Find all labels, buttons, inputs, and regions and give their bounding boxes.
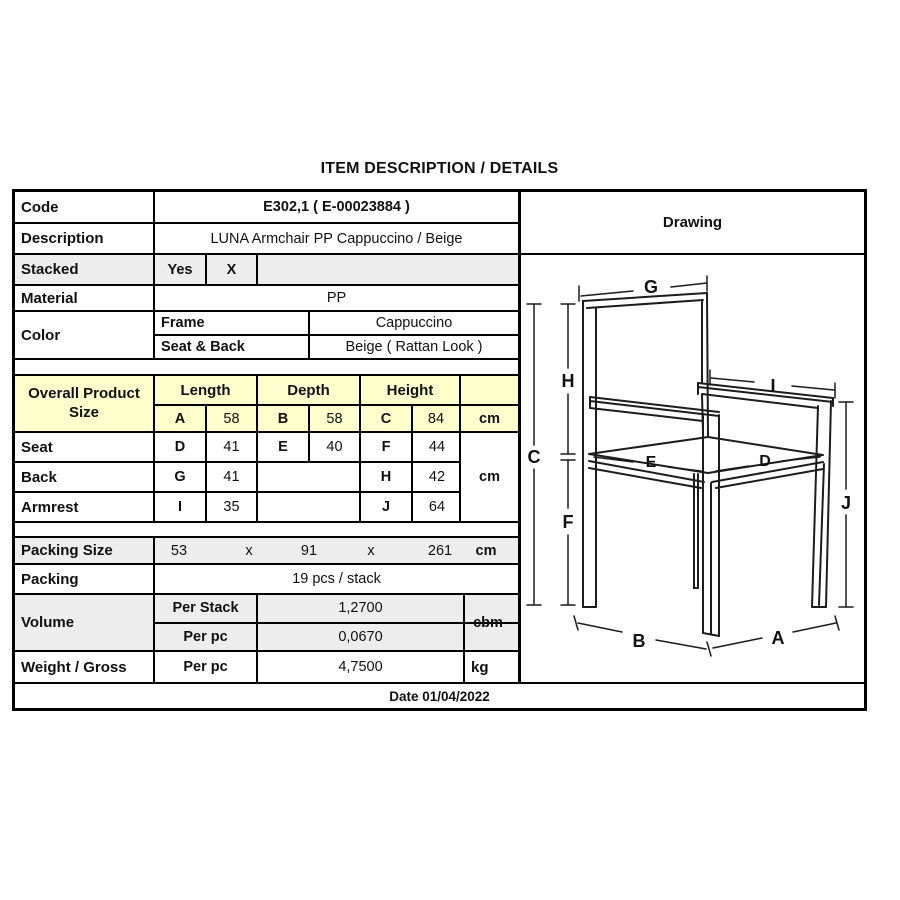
spec-table	[12, 189, 867, 711]
dim-key-c: C	[361, 406, 413, 431]
stacked-mark: X	[207, 255, 258, 284]
chair-lines	[583, 293, 833, 636]
row-back	[15, 463, 461, 493]
dim-key-b: B	[258, 406, 310, 431]
overall-size-label: Overall Product Size	[15, 376, 155, 431]
weight-value: 4,7500	[258, 652, 465, 682]
volume-label: Volume	[15, 595, 155, 650]
dim-val-b: 58	[310, 406, 361, 431]
per-pc-label: Per pc	[155, 624, 258, 651]
frame-label: Frame	[155, 312, 310, 334]
packing-size-label: Packing Size	[15, 538, 155, 563]
description-value: LUNA Armchair PP Cappuccino / Beige	[210, 230, 463, 247]
row-seat-back-armrest	[15, 433, 518, 523]
code-label: Code	[15, 192, 155, 222]
page-title: ITEM DESCRIPTION / DETAILS	[320, 160, 559, 177]
dim-key-j: J	[361, 493, 413, 521]
date-row	[15, 682, 864, 708]
dim-key-h: H	[361, 463, 413, 491]
back-empty	[258, 463, 361, 491]
packing-size-v1: 53	[170, 542, 188, 559]
dim-key-a: A	[155, 406, 207, 431]
row-weight	[15, 652, 518, 682]
packing-size-v3: 261	[427, 542, 453, 559]
weight-per-pc-label: Per pc	[155, 652, 258, 682]
header-depth: Depth	[258, 376, 361, 404]
seatback-value: Beige ( Rattan Look )	[345, 339, 483, 355]
code-value: E302,1 ( E-00023884 )	[263, 199, 410, 215]
dim-label-h: H	[561, 371, 575, 391]
row-color	[15, 312, 518, 360]
drawing-header: Drawing	[521, 192, 864, 255]
material-value: PP	[326, 290, 347, 306]
weight-unit: kg	[471, 658, 489, 676]
packing-size-unit: cm	[475, 542, 497, 559]
row-packing-size	[15, 538, 518, 565]
stacked-yes: Yes	[155, 255, 207, 284]
packing-size-values	[155, 538, 518, 563]
volume-unit: cbm	[473, 614, 503, 631]
stacked-empty	[258, 255, 518, 284]
dim-key-d: D	[155, 433, 207, 461]
overall-unit: cm	[479, 410, 500, 427]
dim-key-i: I	[155, 493, 207, 521]
dim-val-a: 58	[207, 406, 258, 431]
row-color-seatback	[155, 336, 518, 358]
row-seat	[15, 433, 461, 463]
packing-label: Packing	[15, 565, 155, 593]
drawing-column	[521, 192, 864, 682]
row-description	[15, 224, 518, 255]
dim-key-g: G	[155, 463, 207, 491]
row-color-frame	[155, 312, 518, 336]
dim-label-j: J	[840, 493, 852, 513]
material-label: Material	[15, 286, 155, 310]
dim-val-i: 35	[207, 493, 258, 521]
color-label: Color	[15, 312, 155, 358]
dim-val-d: 41	[207, 433, 258, 461]
description-label: Description	[15, 224, 155, 253]
armrest-label: Armrest	[15, 493, 155, 521]
row-code	[15, 192, 518, 224]
armrest-empty	[258, 493, 361, 521]
dim-label-c: C	[527, 447, 541, 467]
size-header-row	[155, 376, 518, 406]
spacer-row	[15, 360, 518, 376]
dim-label-i: I	[770, 376, 776, 396]
per-stack-value: 1,2700	[258, 595, 465, 622]
chair-drawing-svg	[521, 255, 861, 682]
frame-value: Cappuccino	[375, 315, 453, 331]
row-armrest	[15, 493, 461, 521]
dim-label-f: F	[562, 512, 574, 532]
dim-key-f: F	[361, 433, 413, 461]
dim-val-j: 64	[428, 499, 446, 515]
packing-value: 19 pcs / stack	[292, 571, 381, 587]
packing-size-x1: x	[245, 542, 253, 559]
dim-val-h: 42	[428, 469, 446, 485]
per-stack-label: Per Stack	[155, 595, 258, 622]
dim-val-c: 84	[413, 406, 461, 431]
dim-key-e: E	[258, 433, 310, 461]
spec-table-left	[15, 192, 521, 682]
packing-size-v2: 91	[300, 542, 318, 559]
stacked-label: Stacked	[15, 255, 155, 284]
dim-label-a: A	[771, 628, 785, 648]
date-value: Date 01/04/2022	[389, 688, 490, 704]
dim-label-e: E	[645, 454, 657, 471]
dim-label-b: B	[632, 631, 646, 651]
header-height: Height	[361, 376, 461, 404]
dim-val-g: 41	[207, 463, 258, 491]
dim-label-d: D	[759, 453, 771, 470]
chair-drawing	[521, 255, 864, 682]
dim-label-g: G	[643, 277, 659, 297]
dim-val-f: 44	[428, 439, 446, 455]
size-overall-values	[155, 406, 518, 431]
seat-label: Seat	[15, 433, 155, 461]
row-overall-size	[15, 376, 518, 433]
per-pc-value: 0,0670	[258, 624, 465, 651]
spacer-row	[15, 523, 518, 538]
dim-val-e: 40	[310, 433, 361, 461]
row-stacked	[15, 255, 518, 286]
row-packing	[15, 565, 518, 595]
size-unit: cm	[459, 433, 518, 521]
back-label: Back	[15, 463, 155, 491]
header-length: Length	[155, 376, 258, 404]
row-volume	[15, 595, 518, 652]
packing-size-x2: x	[367, 542, 375, 559]
row-material	[15, 286, 518, 312]
header-unit-empty	[461, 376, 518, 404]
seatback-label: Seat & Back	[155, 336, 310, 358]
weight-label: Weight / Gross	[15, 652, 155, 682]
